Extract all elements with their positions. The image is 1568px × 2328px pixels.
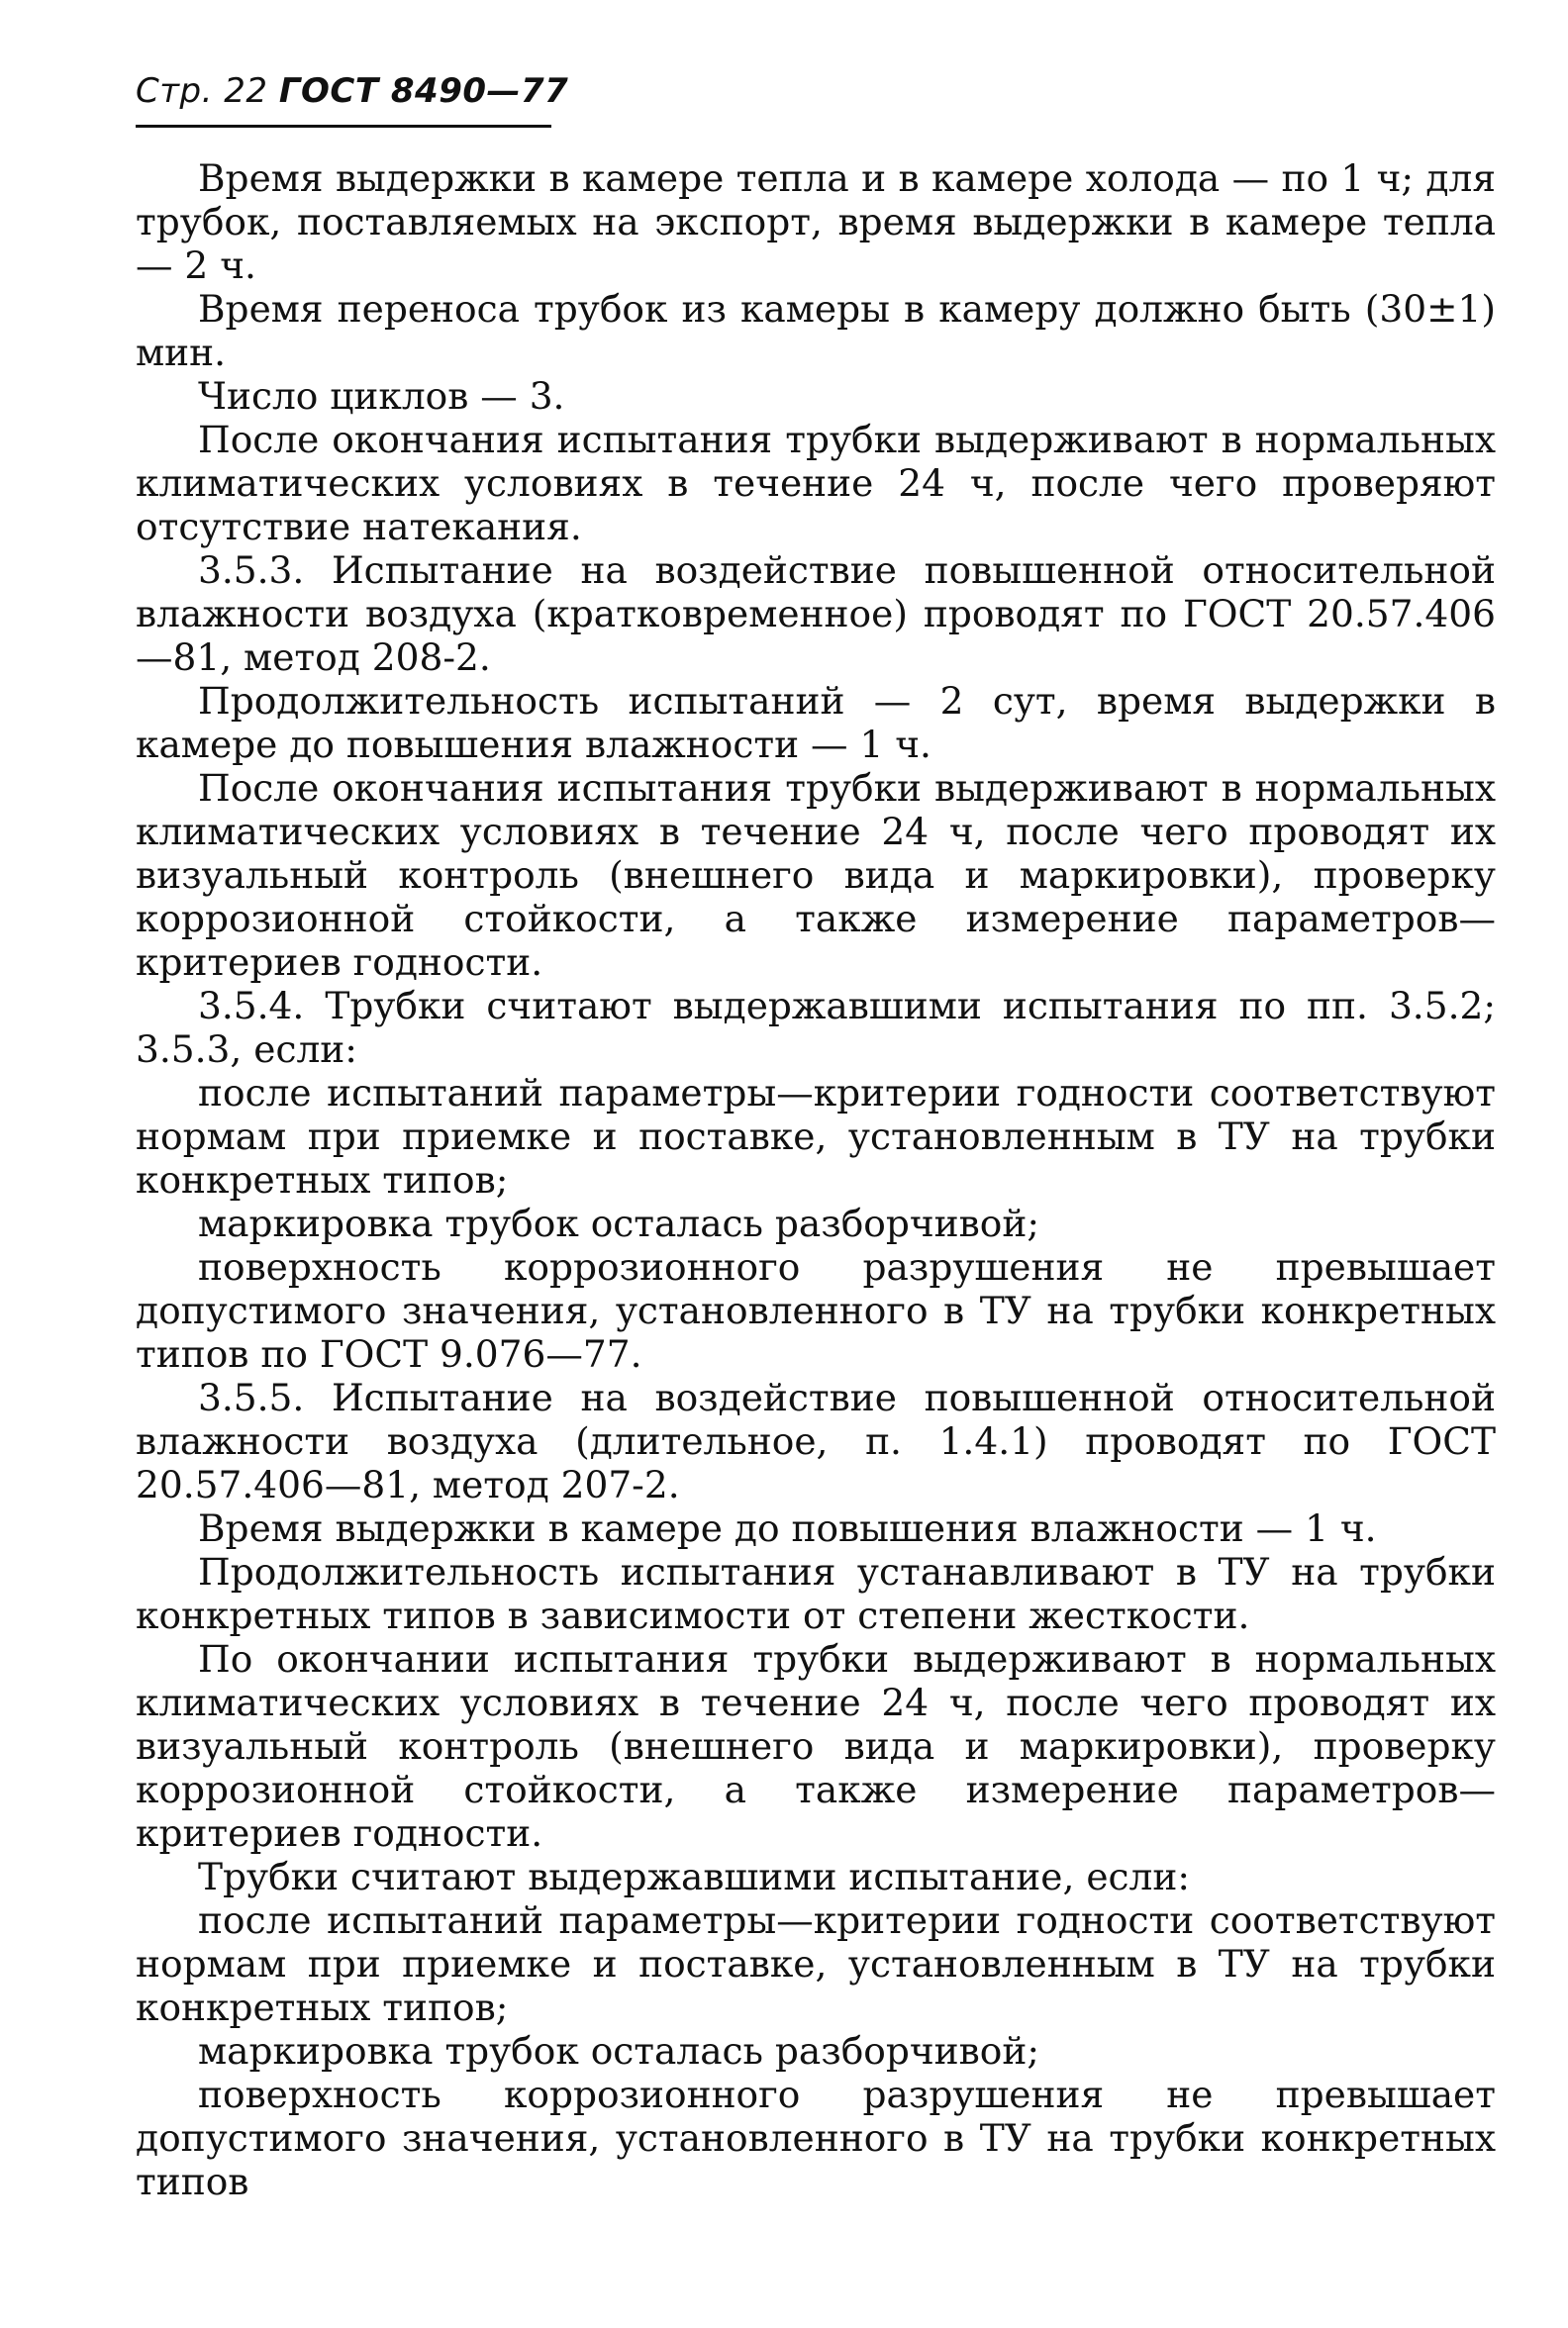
paragraph: После окончания испытания трубки выдерживают в нормальных климатических условиях в течение 24 ч, после чего проверяют отсутствие натекания. [136, 418, 1496, 548]
paragraph: Продолжительность испытания устанавливают в ТУ на трубки конкретных типов в зависимости от степени жесткости. [136, 1550, 1496, 1637]
paragraph: Трубки считают выдержавшими испытание, если: [198, 1855, 1190, 1898]
list-item: маркировка трубок осталась разборчивой; [198, 2029, 1039, 2073]
paragraph: Число циклов — 3. [198, 374, 565, 418]
list-item: после испытаний параметры—критерии годности соответствуют нормам при приемке и поставке, установленным в ТУ на трубки конкретных типов; [136, 1898, 1496, 2029]
list-item: поверхность коррозионного разрушения не превышает допустимого значения, установленного в ТУ на трубки конкретных типов [136, 2073, 1496, 2203]
list-item: поверхность коррозионного разрушения не превышает допустимого значения, установленного в ТУ на трубки конкретных типов по ГОСТ 9.076—77. [136, 1245, 1496, 1376]
section-3-5-3: 3.5.3. Испытание на воздействие повышенной относительной влажности воздуха (кратковременное) проводят по ГОСТ 20.57.406—81, метод 208-2. [136, 548, 1496, 679]
list-item: маркировка трубок осталась разборчивой; [198, 1202, 1039, 1245]
list-item: после испытаний параметры—критерии годности соответствуют нормам при приемке и поставке, установленным в ТУ на трубки конкретных типов; [136, 1071, 1496, 1202]
running-header [136, 71, 568, 111]
section-3-5-4: 3.5.4. Трубки считают выдержавшими испытания по пп. 3.5.2; 3.5.3, если: [136, 984, 1496, 1071]
page-number: Стр. 22 [136, 71, 268, 111]
paragraph: Продолжительность испытаний — 2 сут, время выдержки в камере до повышения влажности — 1 ч. [136, 679, 1496, 766]
body-text [136, 156, 1496, 2203]
header-rule [136, 125, 551, 128]
paragraph: По окончании испытания трубки выдерживают в нормальных климатических условиях в течение 24 ч, после чего проводят их визуальный контроль (внешнего вида и маркировки), проверку коррозионной стойкости, а также измерение параметров—критериев годности. [136, 1637, 1496, 1855]
paragraph: Время переноса трубок из камеры в камеру должно быть (30±1) мин. [136, 287, 1496, 374]
paragraph: Время выдержки в камере до повышения влажности — 1 ч. [198, 1506, 1377, 1550]
paragraph: Время выдержки в камере тепла и в камере холода — по 1 ч; для трубок, поставляемых на экспорт, время выдержки в камере тепла — 2 ч. [136, 156, 1496, 287]
standard-designation: ГОСТ 8490—77 [278, 71, 569, 111]
section-3-5-5: 3.5.5. Испытание на воздействие повышенной относительной влажности воздуха (длительное, п. 1.4.1) проводят по ГОСТ 20.57.406—81, метод 207-2. [136, 1376, 1496, 1506]
paragraph: После окончания испытания трубки выдерживают в нормальных климатических условиях в течение 24 ч, после чего проводят их визуальный контроль (внешнего вида и маркировки), проверку коррозионной стойкости, а также измерение параметров—критериев годности. [136, 766, 1496, 984]
